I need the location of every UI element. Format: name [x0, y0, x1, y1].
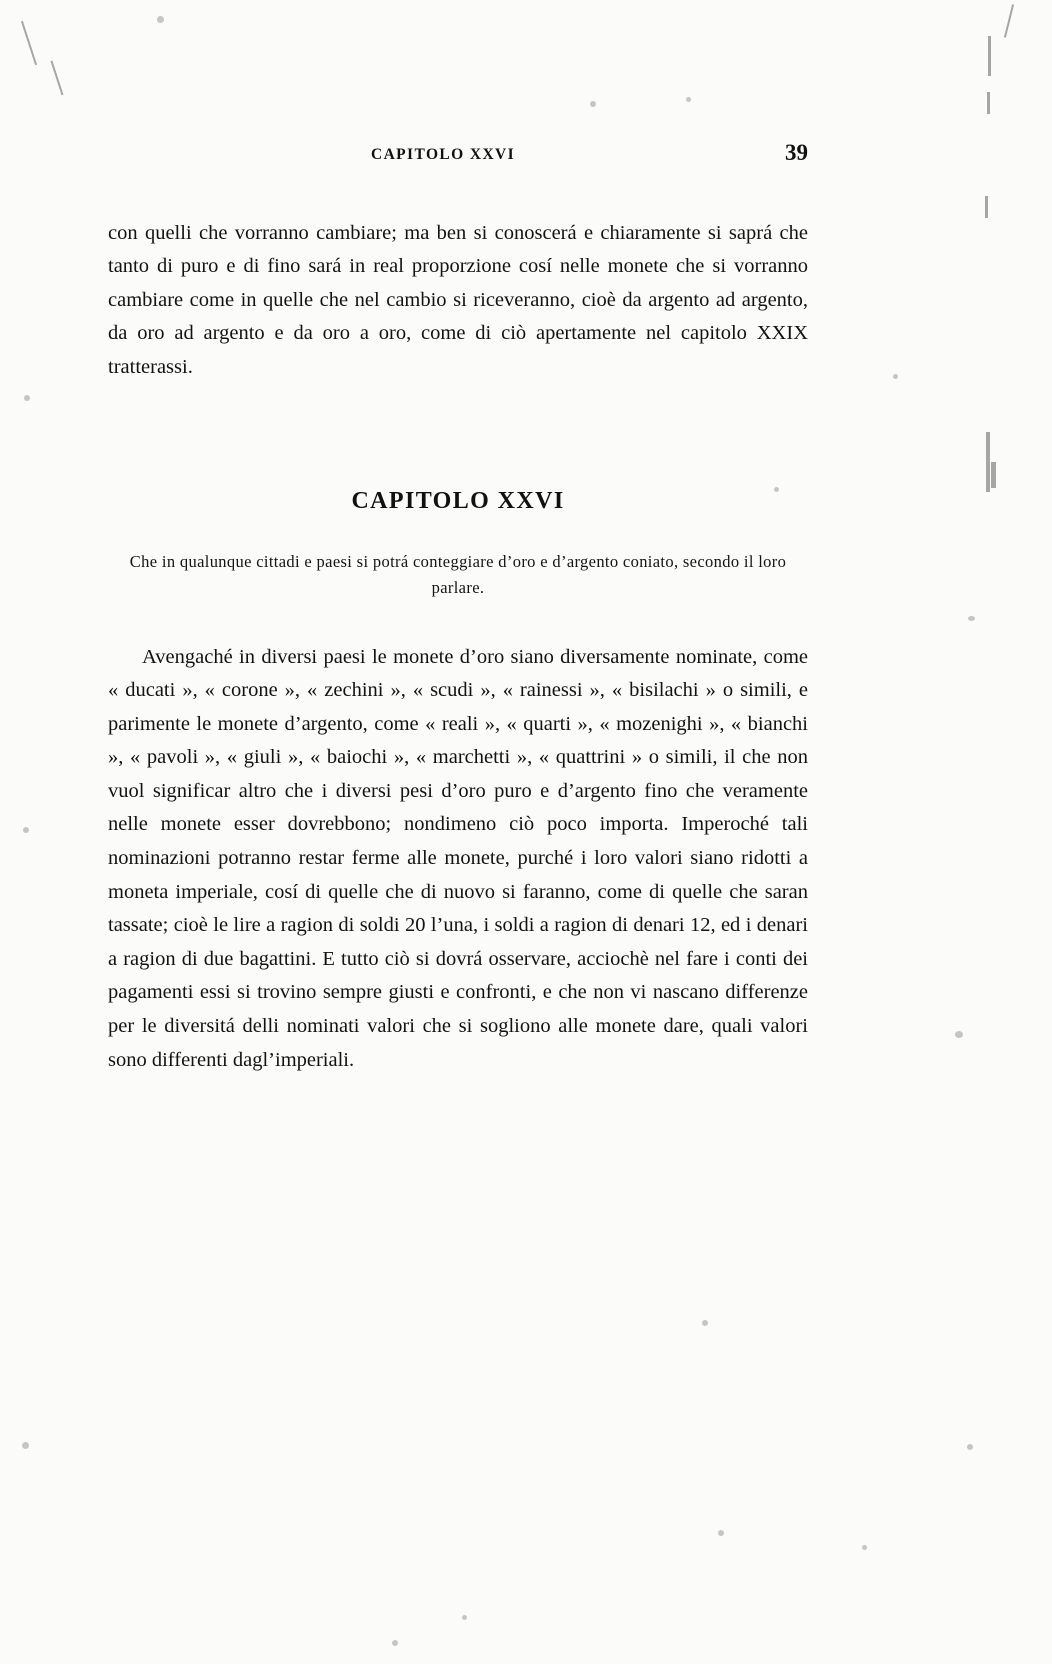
- scan-speck: [157, 16, 164, 23]
- scan-speck: [24, 395, 30, 401]
- page-edge-mark: [987, 92, 990, 114]
- scan-speck: [862, 1545, 867, 1550]
- scan-speck: [968, 616, 975, 621]
- page-edge-mark: [985, 196, 988, 218]
- scan-speck: [955, 1031, 963, 1038]
- scan-speck: [702, 1320, 708, 1326]
- page-edge-mark: [1004, 4, 1014, 37]
- scan-speck: [462, 1615, 467, 1620]
- page-edge-mark: [991, 462, 996, 488]
- page-edge-mark: [986, 432, 990, 492]
- continued-paragraph: con quelli che vorranno cambiare; ma ben si conoscerá e chiaramente si saprá che tanto di puro e di fino sará in real proporzione cosí nelle monete che si vorranno cambiare come in quelle che nel cambio si riceveranno, cioè da argento ad argento, da oro ad argento e da oro a oro, come di ciò apertamente nel capitolo XXIX tratterassi.: [108, 221, 808, 378]
- page-edge-mark: [50, 61, 63, 96]
- scan-speck: [590, 101, 596, 107]
- page-number: 39: [785, 140, 808, 165]
- body-paragraph: [108, 641, 808, 1078]
- scan-speck: [718, 1530, 724, 1536]
- scan-speck: [893, 374, 898, 379]
- scan-speck: [22, 1442, 29, 1449]
- scan-speck: [392, 1640, 398, 1646]
- running-head-chapter: CAPITOLO XXVI: [371, 146, 516, 163]
- page-edge-mark: [21, 21, 37, 65]
- scan-speck: [23, 827, 29, 833]
- scan-speck: [967, 1444, 973, 1450]
- chapter-subtitle: Che in qualunque cittadi e paesi si potrá conteggiare d’oro e d’argento coniato, secondo il loro parlare.: [129, 551, 787, 597]
- page-edge-mark: [988, 36, 991, 76]
- body-paragraph-text: Avengaché in diversi paesi le monete d’oro siano diversamente nominate, come « ducati », « corone », « zechini », « scudi », « rainessi », « bisilachi » o simili, e parimente le monete d’argento, come « reali », « quarti », « mozenighi », « bianchi », « pavoli », « giuli », « baiochi », « marchetti », « quattrini » o simili, il che non vuol significar altro che i diversi pesi d’oro puro e d’argento fino che veramente nelle monete esser dovrebbono; nondimeno ciò poco importa. Imperoché tali nominazioni potranno restar ferme alle monete, purché i loro valori siano ridotti a moneta imperiale, cosí di quelle che di nuovo si faranno, come di quelle che saran tassate; cioè le lire a ragion di soldi 20 l’una, i soldi a ragion di denari 12, ed i denari a ragion di due bagattini. E tutto ciò si dovrá osservare, acciochè nel fare i conti dei pagamenti essi si trovino sempre giusti e confronti, e che non vi nascano differenze per le diversitá delli nominati valori che si sogliono alle monete dare, quali valori sono differenti dagl’imperiali.: [108, 645, 808, 1071]
- chapter-title: CAPITOLO XXVI: [351, 488, 565, 515]
- running-head: [108, 140, 808, 168]
- scan-speck: [686, 97, 691, 102]
